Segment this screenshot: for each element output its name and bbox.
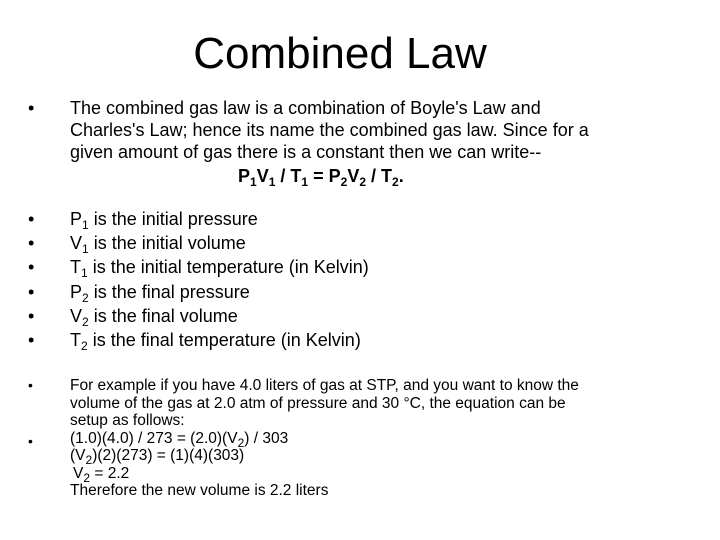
formula-t1: T (290, 166, 302, 186)
example-line-3: setup as follows: (70, 412, 185, 429)
intro-line-3: given amount of gas there is a constant then we can write-- (70, 142, 542, 162)
list-item (0, 304, 500, 328)
variable-definition (70, 304, 238, 328)
formula-v1-sub: 1 (268, 175, 276, 189)
equation-1-end: ) / 303 (244, 429, 289, 447)
slide-title: Combined Law (193, 29, 487, 78)
bullet-dot: • (28, 377, 33, 393)
variable-symbol: T (70, 329, 81, 350)
variable-description: is the initial temperature (in Kelvin) (87, 257, 369, 278)
formula-t2-sub: 2 (392, 175, 399, 189)
formula-divide-1: / (275, 166, 291, 186)
example-equation-2 (70, 447, 670, 465)
variable-list (0, 207, 500, 352)
bullet-dot: • (28, 209, 35, 229)
formula-p2-sub: 2 (340, 175, 348, 189)
list-item (0, 255, 500, 279)
equation-2-start: (V (70, 447, 86, 464)
variable-description: is the initial volume (88, 233, 246, 254)
bullet-dot: • (28, 98, 35, 118)
variable-symbol: T (70, 257, 81, 278)
formula-divide-2: / (366, 166, 382, 186)
bullet-dot: • (28, 281, 35, 302)
variable-subscript: 2 (82, 290, 89, 305)
formula-t1-sub: 1 (301, 175, 309, 189)
example-conclusion: Therefore the new volume is 2.2 liters (70, 482, 329, 499)
formula-p1-sub: 1 (250, 175, 257, 189)
equation-3-sub: 2 (83, 470, 91, 485)
formula-v2: V (347, 166, 360, 186)
formula-p2: P (328, 166, 341, 186)
example-line-2: volume of the gas at 2.0 atm of pressure and 30 °C, the equation can be (70, 394, 566, 412)
variable-description: is the final volume (88, 305, 238, 326)
variable-definition (70, 231, 246, 255)
equation-3-end: = 2.2 (90, 464, 130, 482)
variable-definition (70, 280, 250, 304)
equation-1-start: (1.0)(4.0) / 273 = (2.0)(V (70, 429, 238, 447)
variable-definition (70, 207, 258, 231)
list-item (0, 231, 500, 255)
formula-v2-sub: 2 (359, 175, 367, 189)
intro-line-2: Charles's Law; hence its name the combined gas law. Since for a (70, 120, 589, 140)
list-item (0, 280, 500, 304)
variable-description: is the initial pressure (88, 209, 258, 229)
variable-description: is the final pressure (88, 281, 250, 302)
variable-symbol: V (70, 305, 83, 326)
variable-symbol: V (70, 233, 83, 254)
example-equation-3 (70, 465, 670, 483)
example-text (70, 377, 670, 500)
variable-subscript: 2 (81, 338, 88, 353)
bullet-dot: • (28, 433, 33, 449)
equation-2-end: )(2)(273) = (1)(4)(303) (92, 447, 245, 464)
formula-equals: = (308, 166, 329, 186)
variable-subscript: 1 (81, 266, 88, 281)
variable-symbol: P (70, 281, 83, 302)
bullet-dot: • (28, 257, 35, 278)
variable-subscript: 1 (82, 242, 89, 257)
variable-definition (70, 328, 361, 352)
equation-3-start: V (73, 464, 84, 482)
bullet-dot: • (28, 305, 35, 326)
formula-period: . (398, 166, 404, 186)
combined-law-formula (70, 165, 680, 187)
example-line-1: For example if you have 4.0 liters of gas at STP, and you want to know the (70, 377, 579, 394)
example-equation-1 (70, 430, 670, 448)
list-item (0, 328, 500, 352)
intro-line-1: The combined gas law is a combination of Boyle's Law and (70, 98, 541, 118)
bullet-dot: • (28, 329, 35, 350)
equation-2-sub: 2 (85, 453, 93, 467)
formula-t2: T (381, 166, 393, 186)
formula-p1: P (238, 166, 251, 186)
intro-text (70, 97, 680, 187)
list-item (0, 207, 500, 231)
variable-symbol: P (70, 209, 83, 229)
equation-1-sub: 2 (237, 435, 245, 450)
formula-v1: V (256, 166, 269, 186)
variable-definition (70, 255, 369, 279)
variable-subscript: 2 (82, 314, 89, 329)
variable-description: is the final temperature (in Kelvin) (87, 329, 361, 350)
variable-subscript: 1 (82, 218, 89, 232)
bullet-dot: • (28, 233, 35, 254)
